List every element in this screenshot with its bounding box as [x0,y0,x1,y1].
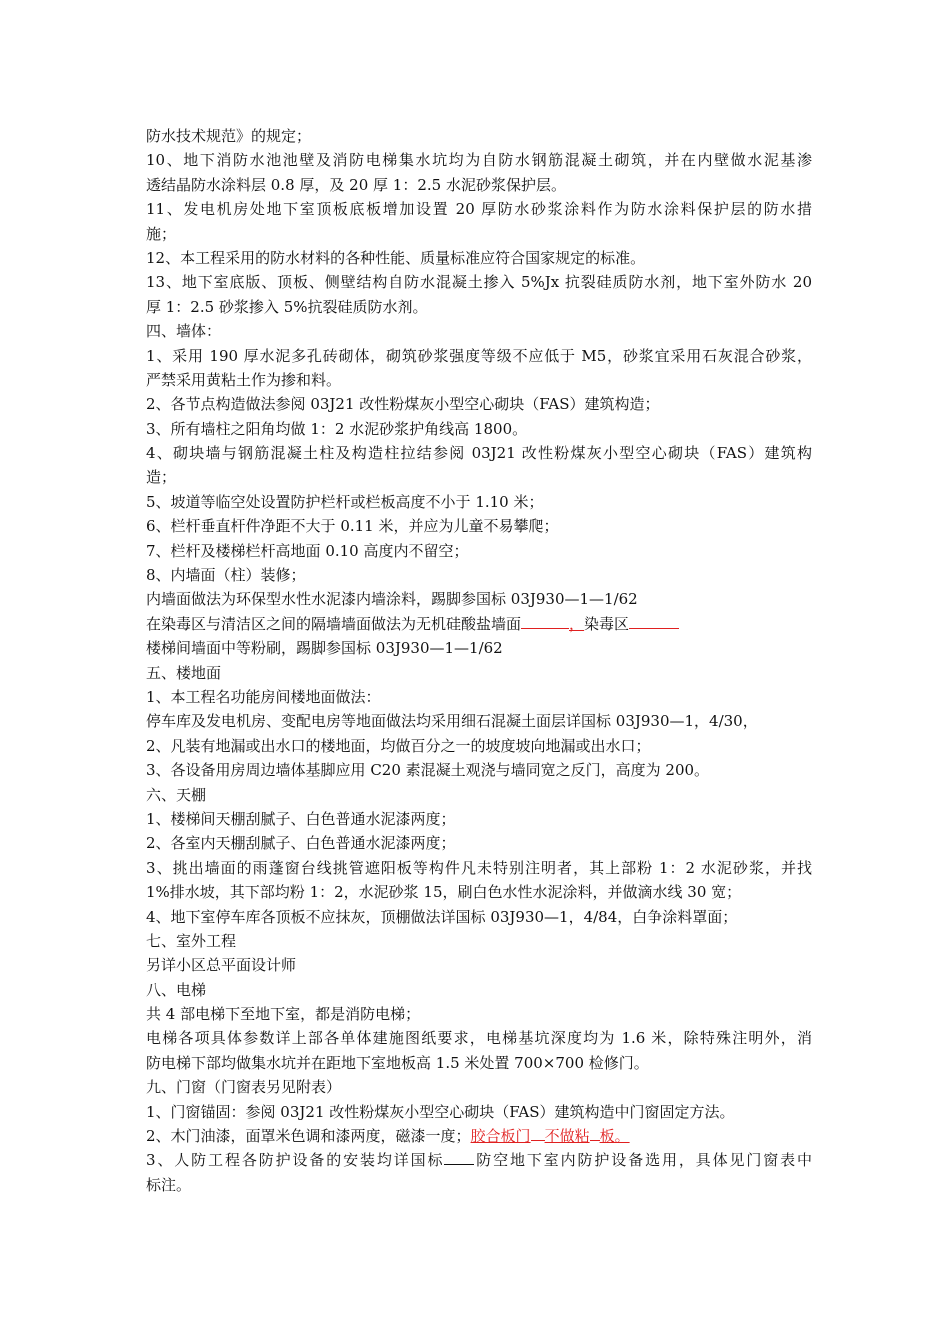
civil-text-b: 防空地下室内防护设备选用，具体见门窗表中 [474,1151,812,1170]
text-line: 防电梯下部均做集水坑并在距地下室地板高 1.5 米处置 700×700 检修门。 [146,1053,649,1072]
text-line: 严禁采用黄粘土作为掺和料。 [146,370,342,389]
section-heading: 五、楼地面 [146,663,222,682]
text-line: 共 4 部电梯下至地下室，都是消防电梯； [146,1005,421,1024]
red-comma: ， [569,614,585,633]
text-line: 12、本工程采用的防水材料的各种性能、质量标准应符合国家规定的标准。 [146,248,646,267]
text-line: 1、楼梯间天棚刮腻子、白色普通水泥漆两度； [146,809,456,828]
text-line: 3、各设备用房周边墙体基脚应用 C20 素混凝土观浇与墙同宽之反门，高度为 200。 [146,761,710,780]
text-line: 7、栏杆及楼梯栏杆高地面 0.10 高度内不留空； [146,541,469,560]
text-line: 2、各节点构造做法参阅 03J21 改性粉煤灰小型空心砌块（FAS）建筑构造； [146,395,660,414]
text-line: 1%排水坡，其下部均粉 1：2，水泥砂浆 15，刷白色水性水泥涂料，并做滴水线 30 宽； [146,883,742,902]
fill-blank-red [521,613,569,629]
text-line: 2、凡装有地漏或出水口的楼地面，均做百分之一的坡度坡向地漏或出水口； [146,736,651,755]
paint-text: 2、木门油漆，面罩米色调和漆两度，磁漆一度； [146,1127,471,1146]
red-plywood-door: 胶合板门 [470,1127,531,1146]
text-line: 标注。 [146,1175,192,1194]
text-line: 另详小区总平面设计师 [146,956,297,975]
section-heading: 四、墙体： [146,322,222,341]
text-line: 2、各室内天棚刮腻子、白色普通水泥漆两度； [146,834,456,853]
red-no-stick: 不做粘 [544,1127,590,1146]
text-line: 11、发电机房处地下室顶板底板增加设置 20 厚防水砂浆涂料作为防水涂料保护层的防水措 [146,200,812,219]
text-line: 透结晶防水涂料层 0.8 厚，及 20 厚 1：2.5 水泥砂浆保护层。 [146,175,566,194]
text-line: 13、地下室底版、顶板、侧壁结构自防水混凝土掺入 5%Jx 抗裂硅质防水剂，地下室外防水 20 [146,273,812,292]
text-line: 10、地下消防水池池壁及消防电梯集水坑均为自防水钢筋混凝土砌筑，并在内壁做水泥基渗 [146,151,812,170]
text-line: 4、地下室停车库各顶板不应抹灰，顶棚做法详国标 03J930—1，4/84，白争涂料罩面； [146,907,738,926]
document-body [146,124,812,1197]
section-heading: 八、电梯 [146,980,207,999]
text-line: 防水技术规范》的规定； [146,127,312,145]
fill-blank-red [629,613,679,629]
fill-blank-red [531,1125,545,1141]
text-line: 1、门窗锚固：参阅 03J21 改性粉煤灰小型空心砌块（FAS）建筑构造中门窗固定方法。 [146,1102,735,1121]
text-line: 3、挑出墙面的雨蓬窗台线挑管遮阳板等构件凡未特别注明者，其上部粉 1：2 水泥砂浆，并找 [146,858,812,877]
fill-blank-red [590,1125,600,1141]
text-line: 1、本工程名功能房间楼地面做法： [146,687,381,706]
text-line-paint [146,1124,812,1148]
section-heading: 七、室外工程 [146,931,237,950]
text-line: 楼梯间墙面中等粉刷，踢脚参国标 03J930—1—1/62 [146,639,503,658]
text-line-civil-defense [146,1148,812,1172]
civil-text-a: 3、人防工程各防护设备的安装均详国标 [146,1151,445,1170]
text-line: 电梯各项具体参数详上部各单体建施图纸要求，电梯基坑深度均为 1.6 米，除特殊注明外，消 [146,1029,812,1048]
text-line: 8、内墙面（柱）装修； [146,566,306,585]
text-line: 1、采用 190 厚水泥多孔砖砌体，砌筑砂浆强度等级不应低于 M5，砂浆宜采用石灰混合砂浆， [146,346,812,365]
text-line: 3、所有墙柱之阳角均做 1：2 水泥砂浆护角线高 1800。 [146,419,528,438]
text-line: 造； [146,468,177,487]
fill-blank [444,1149,474,1165]
section-heading: 九、门窗（门窗表另见附表） [146,1078,342,1097]
text-line-partition [146,612,812,636]
text-line: 停车库及发电机房、变配电房等地面做法均采用细石混凝土面层详国标 03J930—1，4/30， [146,712,758,731]
partition-text: 在染毒区与清洁区之间的隔墙墙面做法为无机硅酸盐墙面 [146,614,522,633]
text-line: 4、砌块墙与钢筋混凝土柱及构造柱拉结参阅 03J21 改性粉煤灰小型空心砌块（FAS）建筑构 [146,444,812,463]
text-line: 内墙面做法为环保型水性水泥漆内墙涂料，踢脚参国标 03J930—1—1/62 [146,590,638,609]
text-line: 厚 1：2.5 砂浆掺入 5%抗裂硅质防水剂。 [146,297,428,316]
text-line: 5、坡道等临空处设置防护栏杆或栏板高度不小于 1.10 米； [146,492,544,511]
section-heading: 六、天棚 [146,785,207,804]
text-line: 施； [146,224,177,243]
partition-text-2: 染毒区 [584,614,630,633]
text-line: 6、栏杆垂直杆件净距不大于 0.11 米，并应为儿童不易攀爬； [146,517,559,536]
red-board: 板。 [599,1127,630,1146]
